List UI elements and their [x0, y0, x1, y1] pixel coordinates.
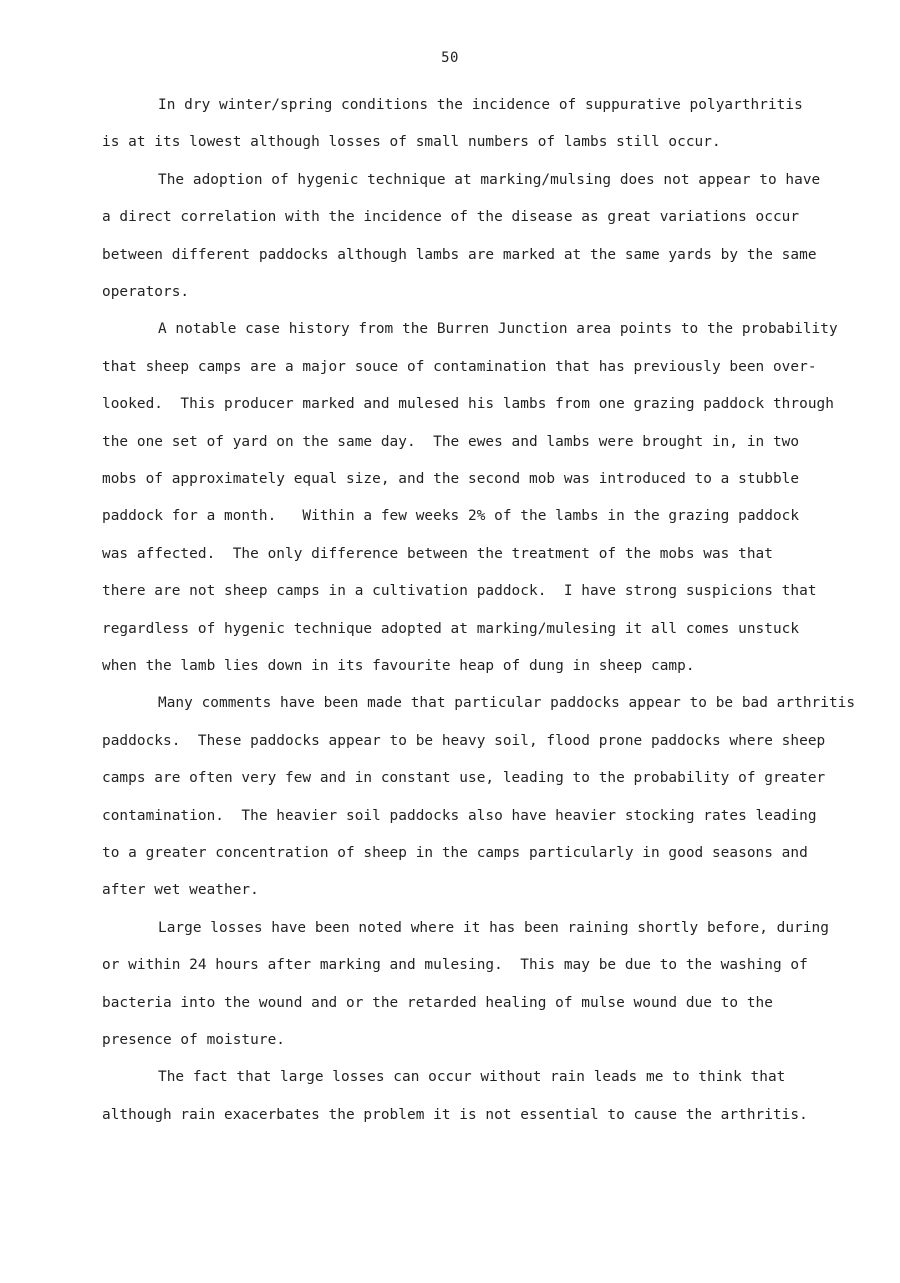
- text-line: paddock for a month. Within a few weeks 2% of the lambs in the grazing paddock: [102, 508, 800, 525]
- text-line: bacteria into the wound and or the retarded healing of mulse wound due to the: [102, 994, 773, 1011]
- page-number: 50: [441, 50, 459, 66]
- text-line: when the lamb lies down in its favourite heap of dung in sheep camp.: [102, 658, 695, 674]
- text-line: regardless of hygenic technique adopted at marking/mulesing it all comes unstuck: [102, 620, 800, 637]
- text-line: to a greater concentration of sheep in the camps particularly in good seasons and: [102, 845, 808, 861]
- text-line: The fact that large losses can occur without rain leads me to think that: [158, 1069, 786, 1086]
- text-line: operators.: [102, 284, 190, 300]
- text-line: camps are often very few and in constant use, leading to the probability of greater: [102, 770, 826, 787]
- text-line: between different paddocks although lambs are marked at the same yards by the same: [102, 246, 817, 263]
- text-line: a direct correlation with the incidence of the disease as great variations occur: [102, 209, 800, 226]
- text-line: presence of moisture.: [102, 1032, 285, 1048]
- text-line: the one set of yard on the same day. The ewes and lambs were brought in, in two: [102, 433, 800, 450]
- text-line: In dry winter/spring conditions the incidence of suppurative polyarthritis: [158, 97, 803, 113]
- text-line: mobs of approximately equal size, and the second mob was introduced to a stubble: [102, 471, 800, 487]
- text-line: or within 24 hours after marking and mulesing. This may be due to the washing of: [102, 957, 808, 974]
- text-line: although rain exacerbates the problem it is not essential to cause the arthritis.: [102, 1106, 808, 1123]
- text-line: contamination. The heavier soil paddocks also have heavier stocking rates leading: [102, 807, 817, 824]
- text-line: that sheep camps are a major souce of contamination that has previously been over-: [102, 358, 817, 375]
- text-line: looked. This producer marked and mulesed his lambs from one grazing paddock through: [102, 396, 834, 413]
- text-line: paddocks. These paddocks appear to be heavy soil, flood prone paddocks where sheep: [102, 732, 826, 749]
- text-line: is at its lowest although losses of small numbers of lambs still occur.: [102, 134, 721, 151]
- text-line: was affected. The only difference between the treatment of the mobs was that: [102, 545, 773, 562]
- text-line: Large losses have been noted where it has been raining shortly before, during: [158, 919, 829, 936]
- text-line: there are not sheep camps in a cultivation paddock. I have strong suspicions that: [102, 583, 817, 600]
- text-line: after wet weather.: [102, 882, 259, 899]
- text-line: A notable case history from the Burren Junction area points to the probability: [158, 321, 838, 338]
- text-line: Many comments have been made that particular paddocks appear to be bad arthritis: [158, 695, 856, 712]
- text-line: The adoption of hygenic technique at marking/mulsing does not appear to have: [158, 171, 821, 188]
